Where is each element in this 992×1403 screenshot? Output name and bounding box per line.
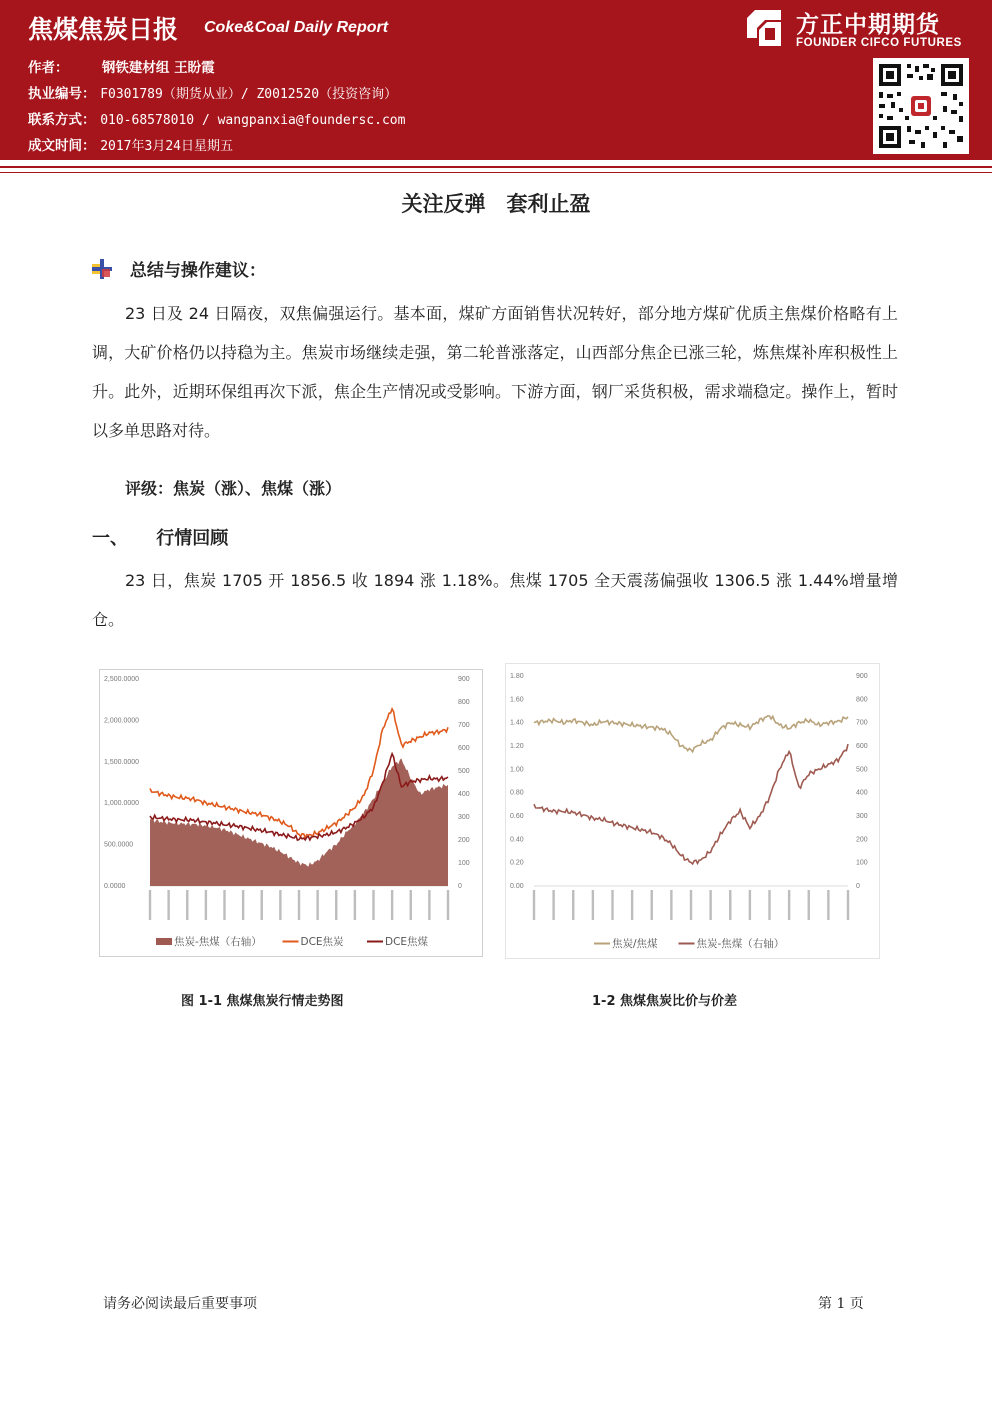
left-axis-tick-label: 1.40 <box>510 719 524 727</box>
x-axis-date-tick <box>651 890 653 920</box>
x-axis-date-tick <box>611 890 613 920</box>
x-axis-date-tick <box>533 890 535 920</box>
x-axis-date-tick <box>186 890 188 920</box>
legend-swatch <box>156 938 172 945</box>
author-label: 作者： <box>28 60 69 76</box>
chart2-ratio-spread <box>506 664 879 958</box>
x-axis-date-tick <box>749 890 751 920</box>
right-axis-tick-label: 600 <box>856 743 868 750</box>
report-header <box>0 0 992 160</box>
left-axis-tick-label: 500.0000 <box>104 841 134 849</box>
left-axis-tick-label: 0.00 <box>510 883 524 890</box>
left-axis-tick-label: 0.80 <box>510 789 524 797</box>
qr-code <box>873 58 969 154</box>
x-axis-date-tick <box>205 890 207 920</box>
series-line-1 <box>534 744 848 864</box>
chart1-caption: 图 1-1 焦煤焦炭行情走势图 <box>181 994 344 1009</box>
founder-logo-icon <box>745 8 783 48</box>
summary-heading-text: 总结与操作建议： <box>129 261 266 281</box>
x-axis-date-tick <box>827 890 829 920</box>
section1-heading <box>92 524 228 550</box>
right-axis-tick-label: 200 <box>856 836 868 844</box>
x-axis-date-tick <box>391 890 393 920</box>
chart2-caption: 1-2 焦煤焦炭比价与价差 <box>592 994 738 1009</box>
right-axis-tick-label: 400 <box>458 791 470 798</box>
left-axis-tick-label: 0.0000 <box>104 883 126 890</box>
legend-label: DCE焦炭 <box>300 936 344 948</box>
license-value: F0301789（期货从业）/ Z0012520（投资咨询） <box>100 87 398 102</box>
x-axis-date-tick <box>631 890 633 920</box>
section1-title: 行情回顾 <box>156 528 229 549</box>
x-axis-date-tick <box>298 890 300 920</box>
right-axis-tick-label: 100 <box>856 859 868 867</box>
legend-label: DCE焦煤 <box>385 936 429 948</box>
series-line-0 <box>534 716 848 752</box>
right-axis-tick-label: 800 <box>458 699 470 706</box>
left-axis-tick-label: 1.20 <box>510 743 524 750</box>
right-axis-tick-label: 500 <box>458 768 470 775</box>
x-axis-date-tick <box>372 890 374 920</box>
section1-number: 一、 <box>92 528 128 549</box>
date-value: 2017年3月24日星期五 <box>100 139 233 154</box>
right-axis-tick-label: 0 <box>458 883 462 890</box>
legend-label: 焦炭-焦煤（右轴） <box>696 938 785 950</box>
right-axis-tick-label: 0 <box>856 883 860 890</box>
x-axis-date-tick <box>670 890 672 920</box>
left-axis-tick-label: 1,500.0000 <box>104 758 140 766</box>
summary-paragraph: 23 日及 24 日隔夜，双焦偏强运行。基本面，煤矿方面销售状况转好，部分地方煤矿优质主焦煤价格略有上调，大矿价格仍以持稳为主。焦炭市场继续走强，第二轮普涨落定，山西部分焦企已涨三轮，炼焦煤补库积极性上升。此外，近期环保组再次下派，焦企生产情况或受影响。下游方面，钢厂采货积极，需求端稳定。操作上，暂时以多单思路对待。 <box>92 304 898 440</box>
report-subtitle: Coke&Coal Daily Report <box>204 19 389 36</box>
date-line <box>28 134 233 154</box>
x-axis-date-tick <box>729 890 731 920</box>
author-value: 钢铁建材组 王盼霞 <box>101 60 215 76</box>
chart1-frame <box>99 669 483 957</box>
x-axis-date-tick <box>788 890 790 920</box>
brand-name-en: FOUNDER CIFCO FUTURES <box>796 37 962 49</box>
author-line <box>28 56 215 76</box>
legend-label: 焦炭-焦煤（右轴） <box>174 936 262 948</box>
qr-code-icon <box>873 58 969 154</box>
x-axis-date-tick <box>410 890 412 920</box>
right-axis-tick-label: 400 <box>856 789 868 797</box>
footer-page-number: 第 1 页 <box>818 1296 864 1312</box>
footer-notice[interactable]: 请务必阅读最后重要事项 <box>103 1296 257 1312</box>
brand-name-cn: 方正中期期货 <box>796 12 940 38</box>
x-axis-date-tick <box>354 890 356 920</box>
rating-line: 评级：焦炭（涨）、焦煤（涨） <box>125 479 342 498</box>
x-axis-date-tick <box>572 890 574 920</box>
right-axis-tick-label: 100 <box>458 860 470 867</box>
right-axis-tick-label: 700 <box>458 722 470 729</box>
x-axis-date-tick <box>279 890 281 920</box>
x-axis-date-tick <box>447 890 449 920</box>
x-axis-date-tick <box>552 890 554 920</box>
left-axis-tick-label: 2,000.0000 <box>104 717 140 725</box>
right-axis-tick-label: 600 <box>458 745 470 752</box>
x-axis-date-tick <box>847 890 849 920</box>
market-review-paragraph: 23 日，焦炭 1705 开 1856.5 收 1894 涨 1.18%。焦煤 1705 全天震荡偏强收 1306.5 涨 1.44%增量增仓。 <box>92 571 898 629</box>
report-title: 焦煤焦炭日报 <box>28 15 179 44</box>
x-axis-date-tick <box>223 890 225 920</box>
right-axis-tick-label: 700 <box>856 719 868 727</box>
right-axis-tick-label: 800 <box>856 696 868 704</box>
left-axis-tick-label: 1.60 <box>510 696 524 704</box>
left-axis-tick-label: 0.60 <box>510 813 524 820</box>
header-rule-thin <box>0 172 992 173</box>
left-axis-tick-label: 0.20 <box>510 859 524 867</box>
summary-heading <box>92 256 266 284</box>
left-axis-tick-label: 1.80 <box>510 673 524 680</box>
document-title: 关注反弹 套利止盈 <box>401 192 591 216</box>
left-axis-tick-label: 2,500.0000 <box>104 676 140 683</box>
x-axis-date-tick <box>316 890 318 920</box>
contact-line <box>28 108 405 128</box>
left-axis-tick-label: 1.00 <box>510 766 524 774</box>
chart2-frame <box>505 663 880 959</box>
left-axis-tick-label: 0.40 <box>510 836 524 844</box>
x-axis-date-tick <box>768 890 770 920</box>
right-axis-tick-label: 300 <box>856 813 868 820</box>
x-axis-date-tick <box>242 890 244 920</box>
x-axis-date-tick <box>709 890 711 920</box>
license-line <box>28 82 397 102</box>
x-axis-date-tick <box>690 890 692 920</box>
right-axis-tick-label: 300 <box>458 814 470 821</box>
x-axis-date-tick <box>428 890 430 920</box>
right-axis-tick-label: 200 <box>458 837 470 844</box>
license-label: 执业编号： <box>28 86 96 102</box>
right-axis-tick-label: 900 <box>458 676 470 683</box>
right-axis-tick-label: 900 <box>856 673 868 680</box>
x-axis-date-tick <box>592 890 594 920</box>
date-label: 成文时间： <box>28 138 96 154</box>
x-axis-date-tick <box>167 890 169 920</box>
bullet-cross-icon <box>92 259 112 284</box>
contact-label: 联系方式： <box>28 112 96 128</box>
chart1-price-trend <box>100 670 482 956</box>
x-axis-date-tick <box>808 890 810 920</box>
legend-label: 焦炭/焦煤 <box>612 938 658 950</box>
x-axis-date-tick <box>335 890 337 920</box>
x-axis-date-tick <box>149 890 151 920</box>
contact-value[interactable]: 010-68578010 / wangpanxia@foundersc.com <box>100 113 406 128</box>
right-axis-tick-label: 500 <box>856 766 868 774</box>
header-rule-thick <box>0 166 992 168</box>
x-axis-date-tick <box>261 890 263 920</box>
left-axis-tick-label: 1,000.0000 <box>104 800 140 808</box>
